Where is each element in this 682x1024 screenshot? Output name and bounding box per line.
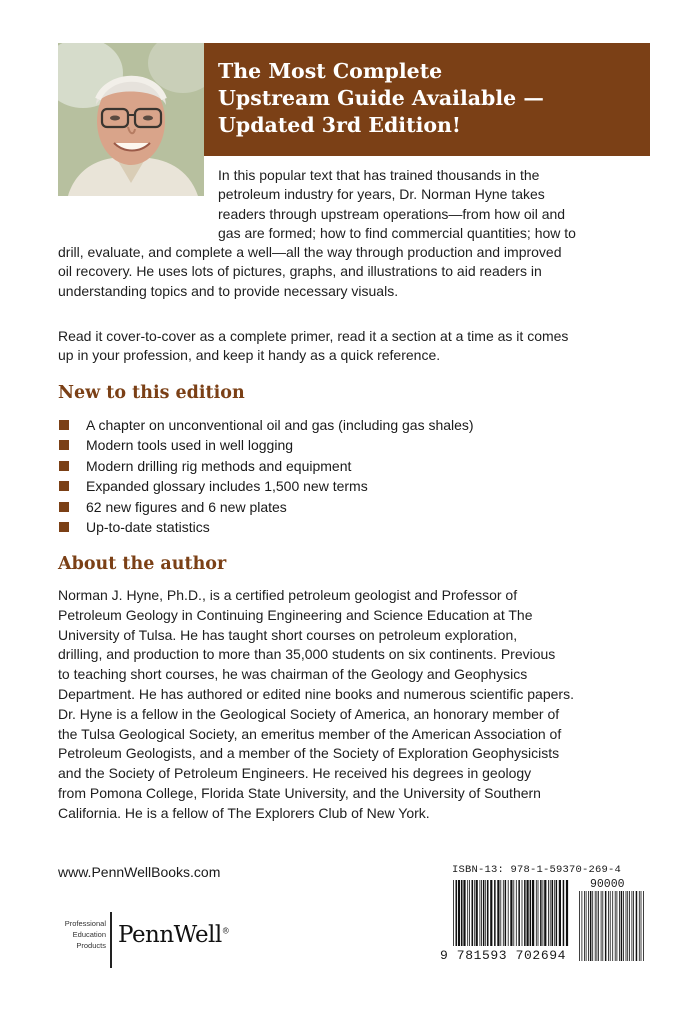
barcode-bar (540, 880, 542, 946)
barcode-bar (582, 891, 583, 961)
intro-line: petroleum industry for years, Dr. Norman Hyne takes (218, 186, 545, 203)
barcode-bar (469, 880, 470, 946)
barcode-bar (610, 891, 611, 961)
barcode-bar (490, 880, 492, 946)
barcode-bar (505, 880, 507, 946)
publisher-website-link[interactable]: www.PennWellBooks.com (58, 864, 221, 880)
barcode-bar (483, 880, 485, 946)
list-item: Expanded glossary includes 1,500 new terms (58, 476, 474, 496)
new-edition-heading: New to this edition (58, 383, 245, 403)
bio-line: to teaching short courses, he was chairman of the Geology and Geophysics (58, 666, 528, 683)
barcode-bar (556, 880, 558, 946)
barcode-bar (641, 891, 642, 961)
barcode-bar (617, 891, 618, 961)
barcode-bar (461, 880, 463, 946)
barcode-bar (544, 880, 546, 946)
barcode-bar (566, 880, 568, 946)
bio-line: and the Society of Petroleum Engineers. He received his degrees in geology (58, 765, 532, 782)
usage-paragraph (58, 327, 568, 366)
barcode-bar (480, 880, 481, 946)
barcode-bar (463, 880, 465, 946)
barcode-bar (481, 880, 482, 946)
barcode-bar (595, 891, 596, 961)
barcode-bar (522, 880, 523, 946)
barcode-bar (597, 891, 598, 961)
barcode-bar (598, 891, 599, 961)
barcode-bar (548, 880, 549, 946)
barcode-bar (602, 891, 603, 961)
barcode-bar (590, 891, 592, 961)
barcode-bar (588, 891, 589, 961)
barcode-bar (623, 891, 624, 961)
barcode-bar (601, 891, 602, 961)
about-author-heading: About the author (58, 554, 227, 574)
logo-tagline: Professional Education Products (64, 919, 106, 950)
price-code: 90000 (590, 878, 625, 891)
bullet-square-icon (59, 481, 69, 491)
barcode-bar (612, 891, 613, 961)
barcode-bar (543, 880, 544, 946)
bio-line: Norman J. Hyne, Ph.D., is a certified petroleum geologist and Professor of (58, 587, 518, 603)
bio-line: Petroleum Geology in Continuing Engineering and Science Education at The (58, 606, 533, 623)
usage-line: Read it cover-to-cover as a complete primer, read it a section at a time as it comes (58, 328, 569, 344)
barcode-bar (530, 880, 532, 946)
barcode-bar (608, 891, 609, 961)
barcode-bar (586, 891, 587, 961)
bullet-square-icon (59, 502, 69, 512)
barcode-bar (619, 891, 620, 961)
barcode-bar (485, 880, 486, 946)
barcode-bar (627, 891, 628, 961)
barcode-bar (527, 880, 529, 946)
isbn-label: ISBN-13: 978-1-59370-269-4 (452, 864, 622, 876)
barcode-bar (456, 880, 458, 946)
barcode-bar (563, 880, 565, 946)
bullet-square-icon (59, 420, 69, 430)
intro-line: gas are formed; how to find commercial quantities; how to (218, 224, 576, 241)
addon-barcode (578, 891, 646, 961)
intro-line: readers through upstream operations—from how oil and (218, 205, 566, 222)
barcode-bar (629, 891, 630, 961)
bio-line: from Pomona College, Florida State University, and the University of Southern (58, 784, 541, 801)
barcode-bar (453, 880, 454, 946)
barcode-bar (516, 880, 517, 946)
list-item: Modern tools used in well logging (58, 435, 474, 455)
bio-line: California. He is a fellow of The Explorers Club of New York. (58, 804, 430, 821)
barcode-bar (592, 891, 593, 961)
author-photo (58, 43, 204, 196)
barcode-bar (524, 880, 526, 946)
bio-line: Department. He has authored or edited nine books and numerous scientific papers. (58, 685, 574, 702)
barcode-bar (554, 880, 555, 946)
barcode-bar (500, 880, 501, 946)
barcode-bar (552, 880, 554, 946)
barcode-bar (633, 891, 634, 961)
barcode-bar (532, 880, 534, 946)
barcode-bar (632, 891, 633, 961)
bio-line: Petroleum Geologists, and a member of the Society of Exploration Geophysicists (58, 745, 560, 762)
barcode-bar (643, 891, 644, 961)
banner-line: Updated 3rd Edition! (218, 113, 461, 137)
bio-line: drilling, and production to more than 35,000 students on six continents. Previous (58, 646, 556, 663)
author-bio (58, 586, 574, 824)
banner-headline (218, 58, 638, 139)
barcode-bar (513, 880, 514, 946)
barcode-bar (494, 880, 496, 946)
barcode-bar (510, 880, 512, 946)
logo-divider (110, 912, 112, 968)
bullet-square-icon (59, 440, 69, 450)
ean-barcode (452, 880, 570, 946)
barcode-bar (536, 880, 537, 946)
barcode-bar (579, 891, 580, 961)
intro-line: drill, evaluate, and complete a well—all the way through production and improved (58, 244, 562, 260)
barcode-bar (503, 880, 504, 946)
barcode-bar (508, 880, 509, 946)
barcode-bar (584, 891, 585, 961)
barcode-bar (474, 880, 475, 946)
bio-line: the Tulsa Geological Society, an emeritus member of the American Association of (58, 725, 562, 742)
barcode-bar (559, 880, 561, 946)
barcode-bar (626, 891, 627, 961)
list-item: 62 new figures and 6 new plates (58, 497, 474, 517)
usage-line: up in your profession, and keep it handy as a quick reference. (58, 347, 441, 364)
barcode-bar (467, 880, 468, 946)
list-item: Up-to-date statistics (58, 517, 474, 537)
ean-digits: 9 781593 702694 (440, 948, 567, 963)
barcode-bar (621, 891, 623, 961)
barcode-bar (636, 891, 638, 961)
intro-line: oil recovery. He uses lots of pictures, graphs, and illustrations to aid readers in (58, 263, 542, 280)
bio-line: University of Tulsa. He has taught short courses on petroleum exploration, (58, 626, 518, 643)
barcode-bar (458, 880, 460, 946)
intro-paragraph-top (218, 166, 576, 243)
bio-line: Dr. Hyne is a fellow in the Geological Society of America, an honorary member of (58, 705, 560, 722)
barcode-bar (476, 880, 478, 946)
logo-wordmark: PennWell® (118, 922, 230, 948)
pennwell-logo (58, 912, 248, 968)
barcode-bar (497, 880, 499, 946)
barcode-bar (550, 880, 551, 946)
list-item: Modern drilling rig methods and equipment (58, 456, 474, 476)
barcode-bar (615, 891, 616, 961)
list-item: A chapter on unconventional oil and gas (including gas shales) (58, 415, 474, 435)
barcode-bar (487, 880, 489, 946)
banner-line: Upstream Guide Available — (218, 86, 544, 110)
barcode-bar (639, 891, 640, 961)
bullet-square-icon (59, 522, 69, 532)
bullet-square-icon (59, 461, 69, 471)
intro-line: understanding topics and to provide necessary visuals. (58, 282, 399, 299)
intro-paragraph-bottom (58, 243, 562, 301)
new-edition-list (58, 415, 474, 537)
barcode-bar (538, 880, 539, 946)
intro-line: In this popular text that has trained thousands in the (218, 167, 540, 183)
banner-line: The Most Complete (218, 59, 443, 83)
barcode-bar (605, 891, 607, 961)
barcode-bar (518, 880, 520, 946)
barcode-bar (472, 880, 474, 946)
